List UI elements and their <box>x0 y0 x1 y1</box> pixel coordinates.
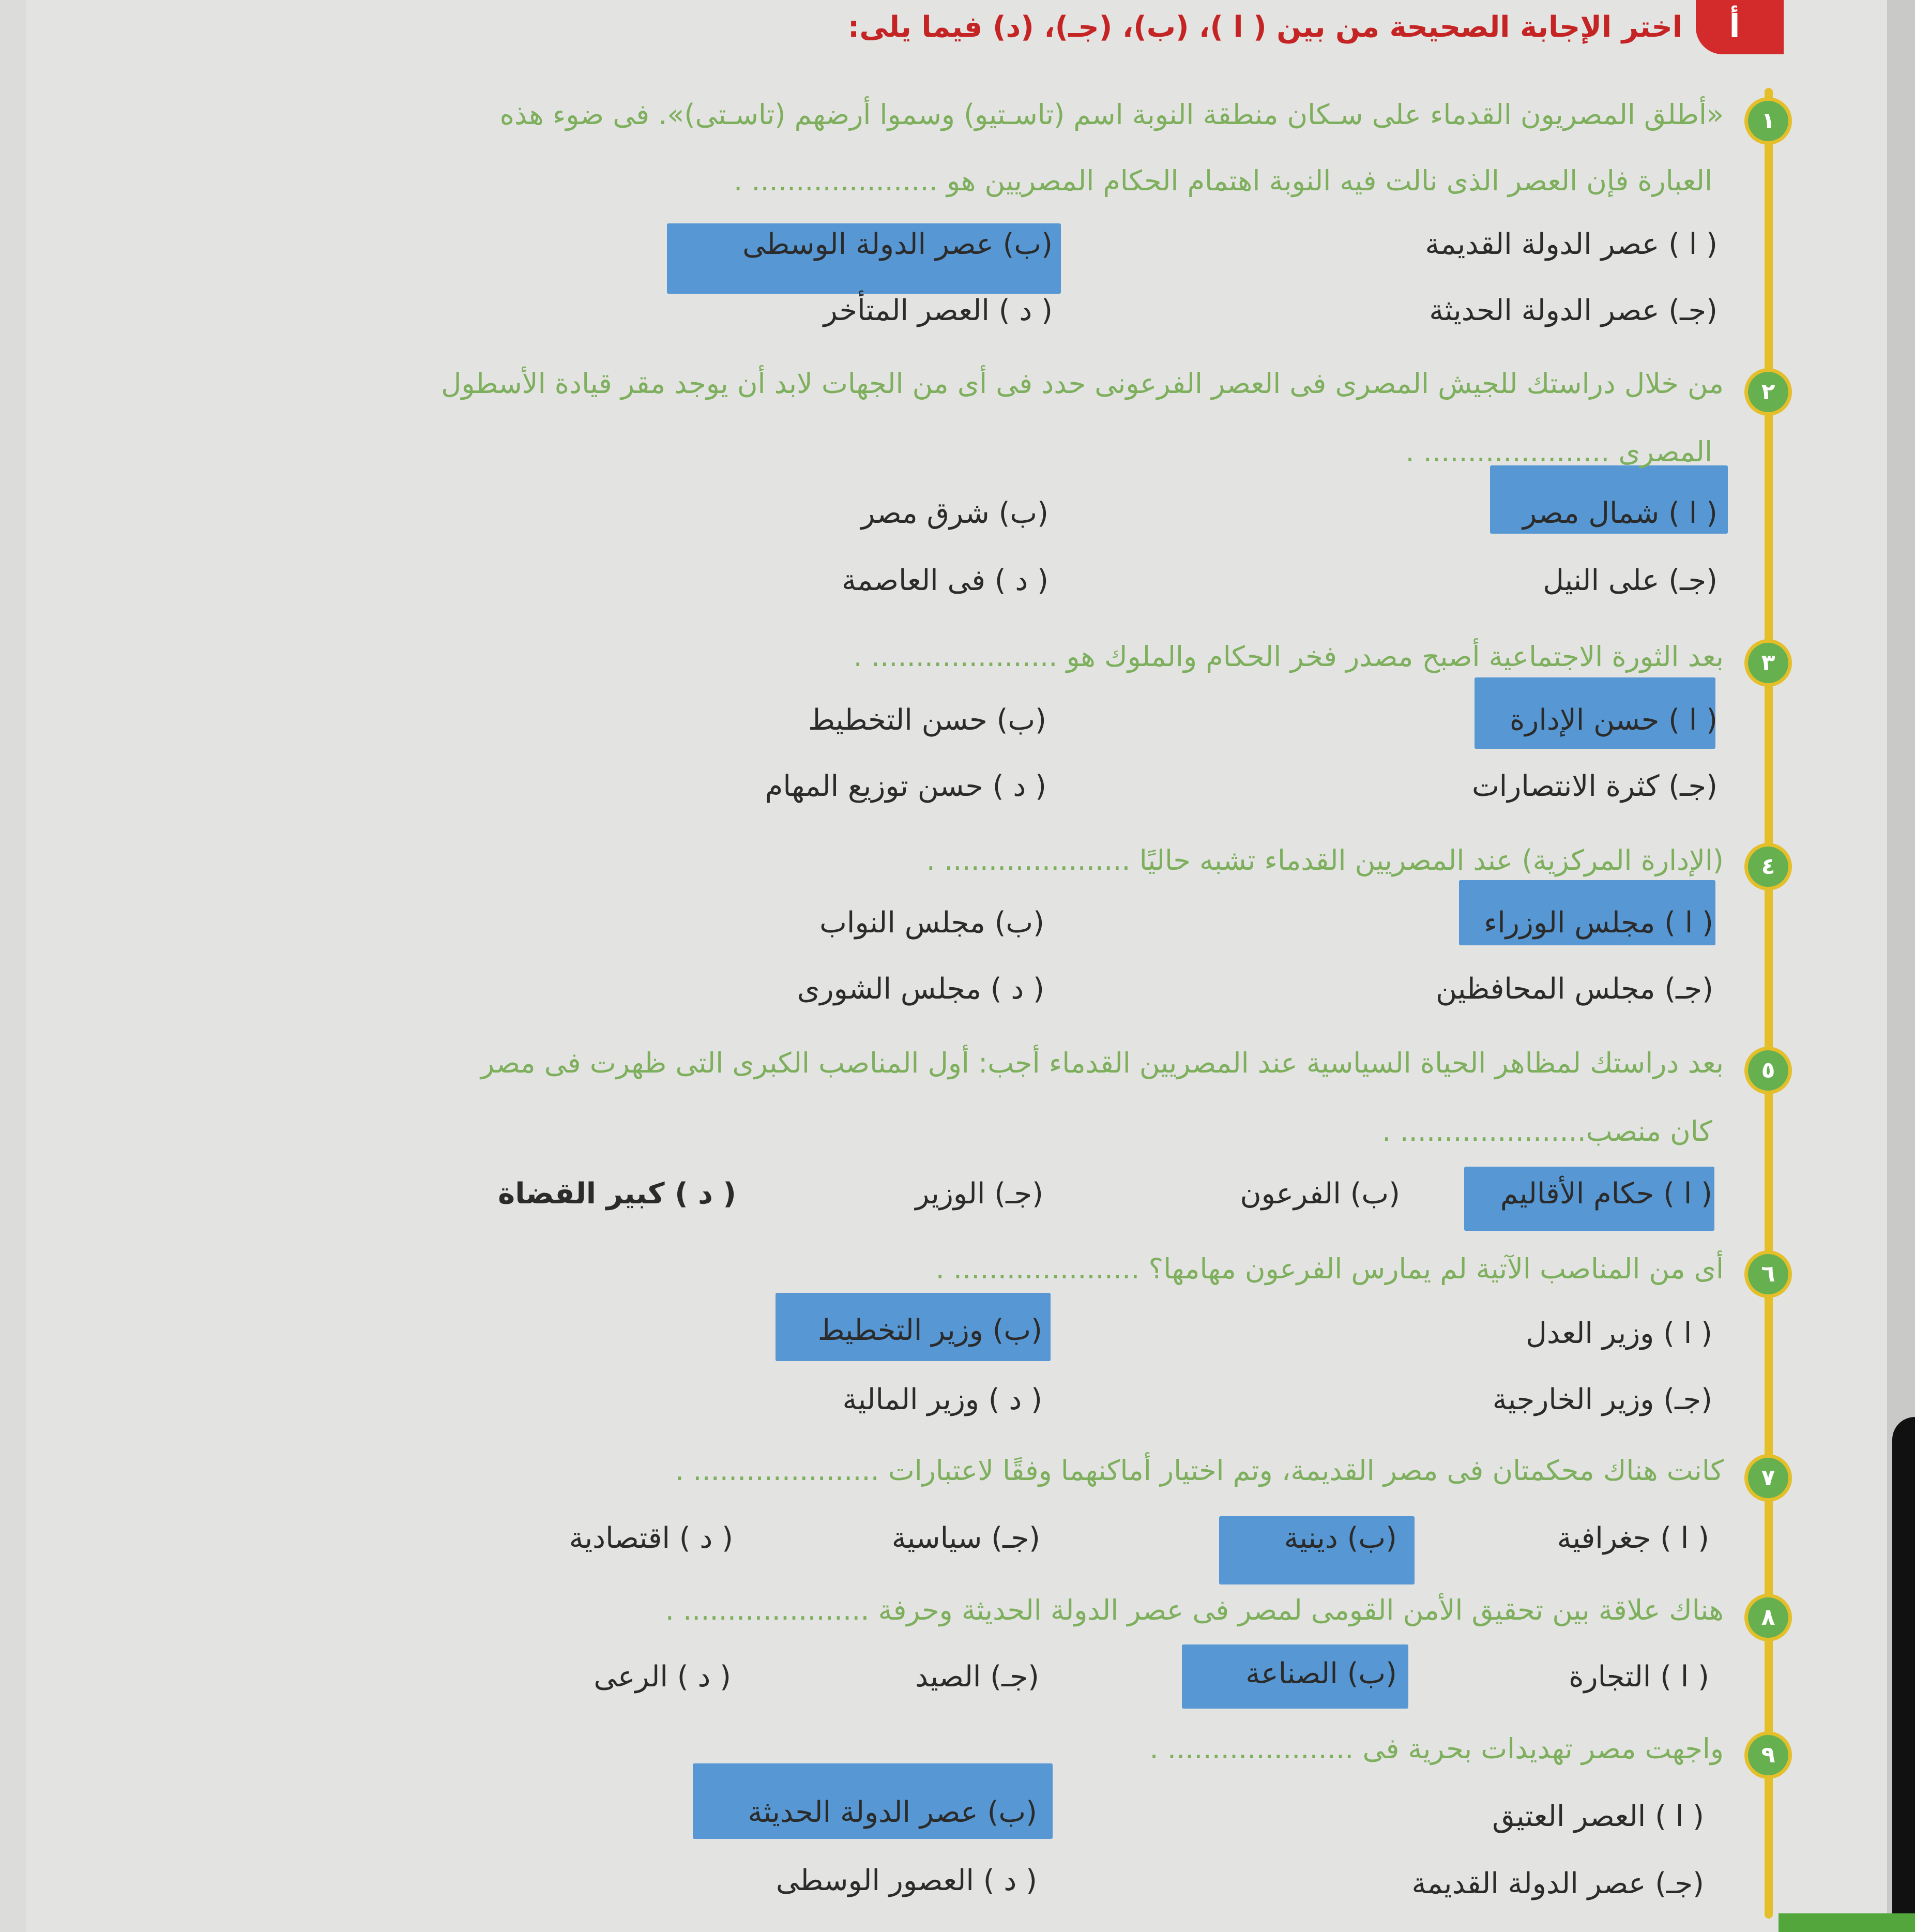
question-number: ٢ <box>1744 368 1792 416</box>
question-stem: كان منصب..................... . <box>1382 1115 1712 1148</box>
option-b: (ب) عصر الدولة الوسطى <box>742 228 1053 261</box>
option-d: ( د ) حسن توزيع المهام <box>765 769 1046 803</box>
question-stem: هناك علاقة بين تحقيق الأمن القومى لمصر فى عصر الدولة الحديثة وحرفة ..................... . <box>665 1594 1724 1626</box>
option-a: ( ا ) جغرافية <box>1557 1521 1709 1555</box>
option-a: ( ا ) حسن الإدارة <box>1509 703 1718 737</box>
option-d: ( د ) اقتصادية <box>569 1521 733 1555</box>
option-b: (ب) دينية <box>1284 1521 1397 1555</box>
question-stem: أى من المناصب الآتية لم يمارس الفرعون مهامها؟ ..................... . <box>935 1252 1724 1285</box>
option-d: ( د ) العصر المتأخر <box>823 294 1053 327</box>
question-stem: بعد دراستك لمظاهر الحياة السياسية عند المصريين القدماء أجب: أول المناصب الكبرى التى ظهرت فى مصر <box>481 1047 1724 1079</box>
option-b: (ب) الفرعون <box>1240 1177 1400 1211</box>
option-b: (ب) الصناعة <box>1245 1657 1397 1690</box>
option-b: (ب) مجلس النواب <box>819 906 1044 940</box>
question-number: ٤ <box>1744 843 1792 890</box>
option-c: (جـ) عصر الدولة الحديثة <box>1429 294 1718 327</box>
question-timeline <box>1765 88 1773 1919</box>
option-c: (جـ) وزير الخارجية <box>1492 1383 1712 1416</box>
option-d: ( د ) الرعى <box>594 1660 731 1694</box>
section-title: اختر الإجابة الصحيحة من بين ( ا )، (ب)، (جـ)، (د) فيما يلى: <box>847 10 1682 44</box>
option-a: ( ا ) عصر الدولة القديمة <box>1425 228 1718 261</box>
option-c: (جـ) سياسية <box>891 1521 1040 1555</box>
question-stem: (الإدارة المركزية) عند المصريين القدماء تشبه حاليًا ..................... . <box>926 844 1724 877</box>
question-stem: «أطلق المصريون القدماء على سـكان منطقة النوبة اسم (تاسـتيو) وسموا أرضهم (تاسـتى)». فى ضوء هذه <box>499 98 1724 131</box>
option-d: ( د ) العصور الوسطى <box>776 1864 1037 1897</box>
device-corner <box>1892 1417 1915 1932</box>
question-stem: من خلال دراستك للجيش المصرى فى العصر الفرعونى حدد فى أى من الجهات لابد أن يوجد مقر قيادة الأسطول <box>441 367 1724 400</box>
question-stem: العبارة فإن العصر الذى نالت فيه النوبة اهتمام الحكام المصريين هو ..................... . <box>733 164 1712 197</box>
option-a: ( ا ) حكام الأقاليم <box>1500 1177 1712 1211</box>
question-number: ١ <box>1744 97 1792 145</box>
option-d: ( د ) كبير القضاة <box>498 1177 736 1211</box>
question-number: ٥ <box>1744 1047 1792 1094</box>
question-stem: بعد الثورة الاجتماعية أصبح مصدر فخر الحكام والملوك هو ..................... . <box>853 640 1724 673</box>
option-b: (ب) عصر الدولة الحديثة <box>748 1795 1037 1829</box>
option-c: (جـ) الوزير <box>915 1177 1043 1211</box>
question-stem: واجهت مصر تهديدات بحرية فى ..................... . <box>1149 1732 1724 1765</box>
option-d: ( د ) مجلس الشورى <box>797 972 1044 1006</box>
option-c: (جـ) مجلس المحافظين <box>1436 972 1713 1006</box>
option-a: ( ا ) مجلس الوزراء <box>1483 906 1713 940</box>
option-d: ( د ) وزير المالية <box>842 1383 1042 1416</box>
question-number: ٩ <box>1744 1731 1792 1779</box>
question-number: ٨ <box>1744 1594 1792 1641</box>
option-a: ( ا ) العصر العتيق <box>1492 1800 1704 1833</box>
option-b: (ب) شرق مصر <box>861 496 1048 530</box>
question-number: ٣ <box>1744 639 1792 687</box>
option-c: (جـ) كثرة الانتصارات <box>1471 769 1718 803</box>
option-d: ( د ) فى العاصمة <box>842 564 1048 597</box>
question-stem: المصرى ..................... . <box>1405 435 1712 468</box>
question-number: ٦ <box>1744 1250 1792 1298</box>
option-a: ( ا ) شمال مصر <box>1523 496 1718 530</box>
option-c: (جـ) على النيل <box>1543 564 1718 597</box>
option-a: ( ا ) وزير العدل <box>1526 1317 1712 1350</box>
option-c: (جـ) الصيد <box>915 1660 1039 1694</box>
option-c: (جـ) عصر الدولة القديمة <box>1411 1867 1704 1900</box>
option-a: ( ا ) التجارة <box>1569 1660 1709 1694</box>
option-b: (ب) وزير التخطيط <box>817 1314 1042 1347</box>
section-letter: أ <box>1729 7 1740 45</box>
option-b: (ب) حسن التخطيط <box>808 703 1046 737</box>
question-stem: كانت هناك محكمتان فى مصر القديمة، وتم اختيار أماكنهما وفقًا لاعتبارات ..................... . <box>675 1454 1724 1487</box>
page-footer-strip <box>1779 1913 1915 1932</box>
question-number: ٧ <box>1744 1454 1792 1502</box>
